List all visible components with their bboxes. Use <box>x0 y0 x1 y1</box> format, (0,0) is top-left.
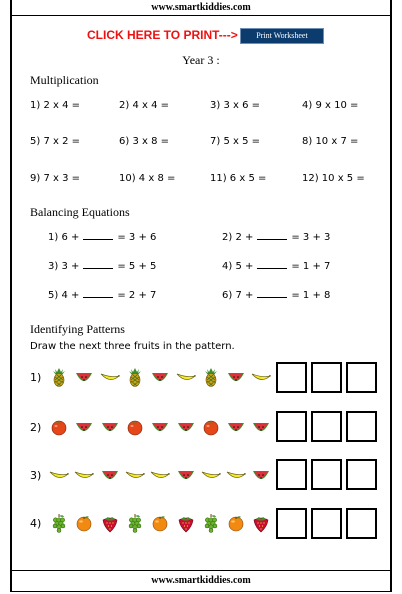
watermelon-icon <box>176 417 196 437</box>
multiplication-problem: 2) 4 x 4 = <box>119 100 169 111</box>
answer-box[interactable] <box>276 459 307 490</box>
multiplication-problem: 11) 6 x 5 = <box>210 173 267 184</box>
banana-icon <box>49 465 69 485</box>
equation-right: = 1 + 8 <box>291 290 331 301</box>
watermelon-icon <box>251 417 271 437</box>
tomato-icon <box>125 417 145 437</box>
banana-icon <box>226 465 246 485</box>
multiplication-problem: 6) 3 x 8 = <box>119 136 169 147</box>
banana-icon <box>251 367 271 387</box>
patterns-title: Identifying Patterns <box>30 322 125 336</box>
balancing-equation <box>222 231 330 243</box>
banana-icon <box>100 367 120 387</box>
watermelon-icon <box>150 367 170 387</box>
watermelon-icon <box>100 417 120 437</box>
answer-blank[interactable] <box>257 289 287 298</box>
grapes-icon <box>125 513 145 533</box>
equation-left: 4) 5 + <box>222 261 254 272</box>
equation-left: 2) 2 + <box>222 232 254 243</box>
banana-icon <box>150 465 170 485</box>
tomato-icon <box>49 417 69 437</box>
answer-box[interactable] <box>311 508 342 539</box>
strawberry-icon <box>176 513 196 533</box>
grapes-icon <box>201 513 221 533</box>
pattern-row-label: 3) <box>30 469 42 482</box>
equation-left: 6) 7 + <box>222 290 254 301</box>
multiplication-title: Multiplication <box>30 73 99 87</box>
balancing-equation <box>222 289 330 301</box>
site-url-footer[interactable]: www.smartkiddies.com <box>151 575 251 586</box>
answer-box[interactable] <box>311 362 342 393</box>
click-to-print-link[interactable]: CLICK HERE TO PRINT---> <box>87 28 238 42</box>
answer-box[interactable] <box>311 459 342 490</box>
print-worksheet-button[interactable]: Print Worksheet <box>240 28 324 44</box>
banana-icon <box>176 367 196 387</box>
multiplication-problem: 1) 2 x 4 = <box>30 100 80 111</box>
balancing-equation <box>48 260 156 272</box>
pineapple-icon <box>201 367 221 387</box>
watermelon-icon <box>100 465 120 485</box>
equation-left: 3) 3 + <box>48 261 80 272</box>
banana-icon <box>74 465 94 485</box>
answer-box[interactable] <box>276 362 307 393</box>
tomato-icon <box>201 417 221 437</box>
pattern-row-label: 4) <box>30 517 42 530</box>
header-divider <box>12 15 390 16</box>
watermelon-icon <box>176 465 196 485</box>
equation-right: = 3 + 6 <box>117 232 157 243</box>
equation-right: = 2 + 7 <box>117 290 157 301</box>
multiplication-problem: 8) 10 x 7 = <box>302 136 359 147</box>
strawberry-icon <box>100 513 120 533</box>
watermelon-icon <box>226 417 246 437</box>
multiplication-problem: 9) 7 x 3 = <box>30 173 80 184</box>
multiplication-problem: 5) 7 x 2 = <box>30 136 80 147</box>
balancing-equation <box>48 231 156 243</box>
multiplication-problem: 10) 4 x 8 = <box>119 173 176 184</box>
multiplication-problem: 7) 5 x 5 = <box>210 136 260 147</box>
equation-right: = 5 + 5 <box>117 261 157 272</box>
orange-icon <box>74 513 94 533</box>
answer-blank[interactable] <box>83 260 113 269</box>
watermelon-icon <box>74 417 94 437</box>
multiplication-problem: 4) 9 x 10 = <box>302 100 359 111</box>
answer-box[interactable] <box>346 411 377 442</box>
pineapple-icon <box>49 367 69 387</box>
banana-icon <box>201 465 221 485</box>
patterns-instruction: Draw the next three fruits in the pattern. <box>30 341 235 352</box>
answer-box[interactable] <box>346 508 377 539</box>
watermelon-icon <box>150 417 170 437</box>
watermelon-icon <box>251 465 271 485</box>
strawberry-icon <box>251 513 271 533</box>
year-heading: Year 3 : <box>182 53 220 67</box>
pineapple-icon <box>125 367 145 387</box>
answer-box[interactable] <box>311 411 342 442</box>
answer-blank[interactable] <box>257 231 287 240</box>
balancing-title: Balancing Equations <box>30 205 130 219</box>
grapes-icon <box>49 513 69 533</box>
equation-left: 1) 6 + <box>48 232 80 243</box>
equation-right: = 3 + 3 <box>291 232 331 243</box>
multiplication-problem: 3) 3 x 6 = <box>210 100 260 111</box>
orange-icon <box>226 513 246 533</box>
equation-left: 5) 4 + <box>48 290 80 301</box>
balancing-equation <box>222 260 330 272</box>
orange-icon <box>150 513 170 533</box>
banana-icon <box>125 465 145 485</box>
footer-divider <box>12 570 390 571</box>
watermelon-icon <box>74 367 94 387</box>
answer-blank[interactable] <box>257 260 287 269</box>
answer-box[interactable] <box>346 459 377 490</box>
equation-right: = 1 + 7 <box>291 261 331 272</box>
answer-blank[interactable] <box>83 231 113 240</box>
multiplication-problem: 12) 10 x 5 = <box>302 173 365 184</box>
answer-box[interactable] <box>276 411 307 442</box>
answer-blank[interactable] <box>83 289 113 298</box>
answer-box[interactable] <box>276 508 307 539</box>
site-url-header[interactable]: www.smartkiddies.com <box>151 2 251 13</box>
watermelon-icon <box>226 367 246 387</box>
balancing-equation <box>48 289 156 301</box>
pattern-row-label: 1) <box>30 371 42 384</box>
pattern-row-label: 2) <box>30 421 42 434</box>
answer-box[interactable] <box>346 362 377 393</box>
